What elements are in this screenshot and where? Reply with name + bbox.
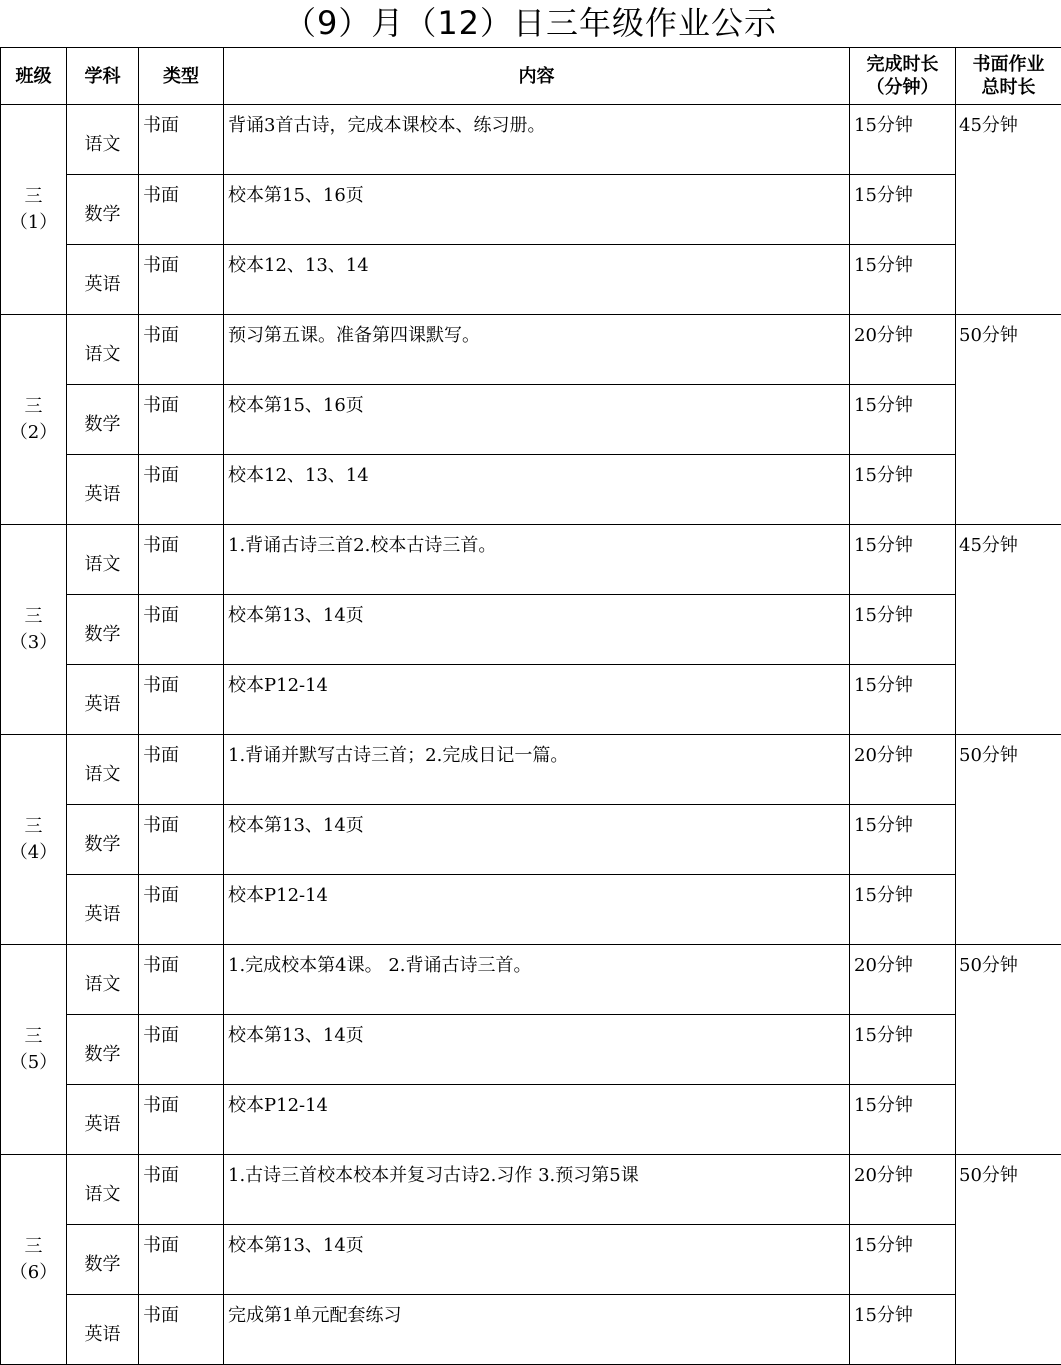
type-cell: 书面 [139,1085,224,1155]
page-title: （9）月（12）日三年级作业公示 [283,4,778,42]
type-cell: 书面 [139,385,224,455]
content-cell: 校本第13、14页 [224,805,850,875]
class-number: （3） [9,631,58,653]
total-time-cell: 50分钟 [956,945,1061,1155]
header-content: 内容 [224,48,850,105]
table-body [1,105,1061,1365]
content-cell: 校本第13、14页 [224,595,850,665]
table-row [1,945,1061,1015]
content-cell: 校本第15、16页 [224,385,850,455]
time-cell: 15分钟 [850,875,956,945]
type-cell: 书面 [139,735,224,805]
class-grade: 三 [24,395,43,417]
class-grade: 三 [24,1025,43,1047]
type-cell: 书面 [139,315,224,385]
subject-cell: 英语 [67,665,139,735]
time-cell: 15分钟 [850,1015,956,1085]
subject-cell: 数学 [67,175,139,245]
table-row [1,175,1061,245]
header-class: 班级 [1,48,67,105]
time-cell: 15分钟 [850,1295,956,1365]
class-cell [1,315,67,525]
table-row [1,455,1061,525]
subject-cell: 语文 [67,525,139,595]
time-cell: 20分钟 [850,315,956,385]
header-time-line2: （分钟） [866,77,939,98]
time-cell: 15分钟 [850,1225,956,1295]
time-cell: 20分钟 [850,735,956,805]
total-time-cell: 45分钟 [956,525,1061,735]
table-row [1,105,1061,175]
header-total-line2: 总时长 [981,77,1036,98]
table-row [1,595,1061,665]
subject-cell: 语文 [67,945,139,1015]
subject-cell: 语文 [67,315,139,385]
type-cell: 书面 [139,595,224,665]
content-cell: 校本12、13、14 [224,455,850,525]
class-grade: 三 [24,815,43,837]
subject-cell: 英语 [67,245,139,315]
class-cell [1,525,67,735]
total-time-cell: 45分钟 [956,105,1061,315]
header-total [956,48,1061,105]
subject-cell: 数学 [67,385,139,455]
content-cell: 校本P12-14 [224,665,850,735]
total-time-cell: 50分钟 [956,1155,1061,1365]
subject-cell: 数学 [67,1225,139,1295]
class-cell [1,105,67,315]
type-cell: 书面 [139,945,224,1015]
class-grade: 三 [24,185,43,207]
class-cell [1,945,67,1155]
time-cell: 15分钟 [850,1085,956,1155]
time-cell: 20分钟 [850,1155,956,1225]
type-cell: 书面 [139,105,224,175]
content-cell: 背诵3首古诗，完成本课校本、练习册。 [224,105,850,175]
subject-cell: 语文 [67,1155,139,1225]
subject-cell: 数学 [67,595,139,665]
header-row [1,48,1061,105]
time-cell: 15分钟 [850,455,956,525]
content-cell: 1.完成校本第4课。 2.背诵古诗三首。 [224,945,850,1015]
time-cell: 15分钟 [850,595,956,665]
time-cell: 15分钟 [850,105,956,175]
type-cell: 书面 [139,805,224,875]
content-cell: 完成第1单元配套练习 [224,1295,850,1365]
table-row [1,875,1061,945]
table-row [1,735,1061,805]
content-cell: 校本第13、14页 [224,1015,850,1085]
class-number: （1） [9,211,58,233]
time-cell: 15分钟 [850,385,956,455]
type-cell: 书面 [139,1295,224,1365]
header-total-line1: 书面作业 [972,54,1045,75]
class-grade: 三 [24,1235,43,1257]
type-cell: 书面 [139,525,224,595]
subject-cell: 语文 [67,735,139,805]
type-cell: 书面 [139,455,224,525]
type-cell: 书面 [139,245,224,315]
class-number: （4） [9,841,58,863]
table-row [1,1015,1061,1085]
subject-cell: 英语 [67,1085,139,1155]
content-cell: 1.古诗三首校本校本并复习古诗2.习作 3.预习第5课 [224,1155,850,1225]
table-row [1,245,1061,315]
time-cell: 15分钟 [850,525,956,595]
table-row [1,1225,1061,1295]
class-grade: 三 [24,605,43,627]
header-time-line1: 完成时长 [866,54,939,75]
class-number: （5） [9,1051,58,1073]
table-row [1,315,1061,385]
time-cell: 15分钟 [850,805,956,875]
table-row [1,805,1061,875]
subject-cell: 英语 [67,1295,139,1365]
homework-table [0,47,1061,1365]
subject-cell: 数学 [67,805,139,875]
type-cell: 书面 [139,175,224,245]
table-row [1,385,1061,455]
table-row [1,665,1061,735]
table-row [1,1155,1061,1225]
time-cell: 20分钟 [850,945,956,1015]
content-cell: 1.背诵古诗三首2.校本古诗三首。 [224,525,850,595]
time-cell: 15分钟 [850,175,956,245]
total-time-cell: 50分钟 [956,735,1061,945]
type-cell: 书面 [139,1015,224,1085]
total-time-cell: 50分钟 [956,315,1061,525]
class-number: （2） [9,421,58,443]
type-cell: 书面 [139,1225,224,1295]
subject-cell: 语文 [67,105,139,175]
class-cell [1,735,67,945]
content-cell: 校本12、13、14 [224,245,850,315]
content-cell: 校本P12-14 [224,875,850,945]
type-cell: 书面 [139,1155,224,1225]
header-time [850,48,956,105]
content-cell: 校本第15、16页 [224,175,850,245]
class-number: （6） [9,1261,58,1283]
time-cell: 15分钟 [850,245,956,315]
type-cell: 书面 [139,875,224,945]
subject-cell: 英语 [67,875,139,945]
content-cell: 校本第13、14页 [224,1225,850,1295]
class-cell [1,1155,67,1365]
content-cell: 校本P12-14 [224,1085,850,1155]
table-row [1,1295,1061,1365]
table-row [1,525,1061,595]
time-cell: 15分钟 [850,665,956,735]
header-type: 类型 [139,48,224,105]
subject-cell: 数学 [67,1015,139,1085]
table-row [1,1085,1061,1155]
header-subject: 学科 [67,48,139,105]
type-cell: 书面 [139,665,224,735]
content-cell: 1.背诵并默写古诗三首；2.完成日记一篇。 [224,735,850,805]
content-cell: 预习第五课。准备第四课默写。 [224,315,850,385]
subject-cell: 英语 [67,455,139,525]
